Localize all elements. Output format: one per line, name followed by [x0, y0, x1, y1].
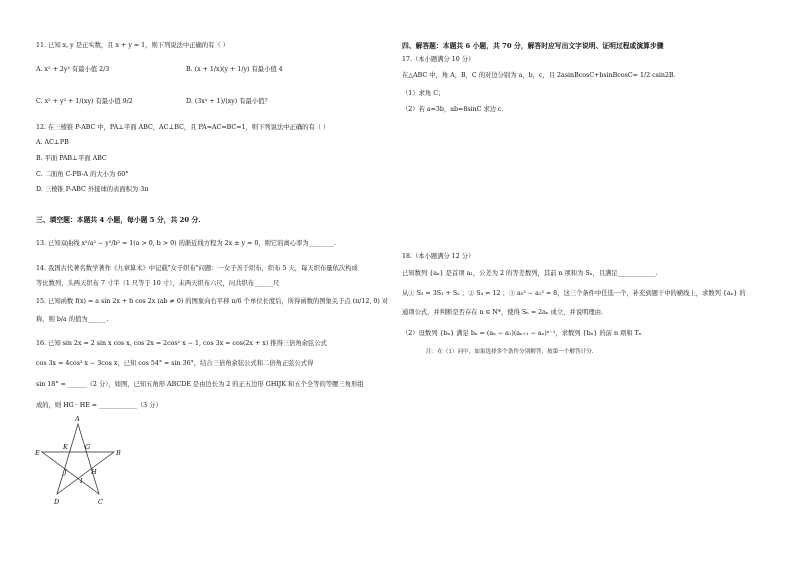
q13: 13. 已知双曲线 x²/a² − y²/b² = 1(a > 0, b > 0) 的渐近线方程为 2x ± y = 0，则它的离心率为________. [36, 240, 336, 247]
label-g: G [85, 443, 91, 451]
label-d: D [54, 498, 60, 506]
section-3-title: 三、填空题：本题共 4 小题，每小题 5 分，共 20 分. [36, 216, 201, 224]
q16-line4: 成的，则 HG · HE = ____________（3 分） [36, 402, 162, 409]
pentagram-diagram [32, 412, 124, 512]
q16-line1: 16. 已知 sin 2x = 2 sin x cos x, cos 2x = 2cos² x − 1, cos 3x = cos(2x + x) 推得三倍角余弦公式 [36, 340, 327, 347]
q18-stem: 已知数列 {aₙ} 是首项 a₁，公差为 2 的等差数列，其前 n 项和为 Sₙ，且满足____________. [402, 270, 658, 277]
q12-option-d: D. 三棱锥 P-ABC 外接球的表面积为 3π [36, 186, 149, 193]
pentagram-lines [42, 424, 114, 494]
q12-option-b: B. 平面 PAB⊥平面 ABC [36, 155, 107, 162]
q11-option-a: A. x² + 2y² 有最小值 2/3 [36, 66, 110, 73]
label-a: A [75, 415, 80, 423]
label-i: I [80, 477, 83, 485]
label-j: J [64, 468, 67, 476]
q12-option-c: C. 二面角 C-PB-A 的大小为 60° [36, 171, 129, 178]
label-e: E [35, 449, 40, 457]
label-c: C [98, 498, 103, 506]
q17-stem: 在△ABC 中，角 A，B，C 的对边分别为 a，b，c，且 2asinBcosC+bsinBcosC= 1/2 csin2B. [402, 72, 676, 79]
q17-part1: （1）求角 C； [402, 90, 445, 97]
section-4-title: 四、解答题：本题共 6 小题，共 70 分，解答时应写出文字说明、证明过程或演算步骤 [402, 42, 664, 50]
q12-option-a: A. AC⊥PB [36, 139, 69, 146]
q11-option-c: C. x² + y² + 1/(xy) 有最小值 9/2 [36, 98, 133, 105]
q15-line1: 15. 已知函数 f(x) = a sin 2x + b cos 2x (ab ≠ 0) 的图象向右平移 π/6 个单位长度后，所得函数的图象关于点 (π/12, 0) 对 [36, 298, 389, 305]
q12-stem: 12. 在三棱锥 P-ABC 中，PA⊥平面 ABC，AC⊥BC，且 PA=AC=BC=1，则下列说法中正确的有（ ） [36, 124, 330, 131]
q18-note: 注：在（1）问中，如果选择多个条件分别解答，按第一个解答计分. [426, 349, 594, 355]
label-h: H [91, 468, 97, 476]
q16-line2: cos 3x = 4cos³ x − 3cos x，已知 cos 54° = sin 36°，结合三倍角余弦公式和二倍角正弦公式得 [36, 360, 314, 367]
q11-option-b: B. (x + 1/x)(y + 1/y) 有最小值 4 [186, 66, 283, 73]
q16-line3: sin 18° = ______（2 分），如图，已知五角形 ABCDE 是由边长为 2 的正五边形 GHIJK 和五个全等的等腰三角形组 [36, 381, 364, 388]
q18-title: 18.（本小题满分 12 分） [402, 253, 475, 260]
q14-line1: 14. 我国古代著名数学著作《九章算术》中记载"女子织布"问题：一女子善于织布，织布 5 天，每天织布量依次构成 [36, 265, 358, 272]
q14-line2: 等比数列，头两天织布 7 寸半（1 尺等于 10 寸），末两天织布六尺，问共织布______尺 [36, 280, 280, 287]
label-b: B [116, 449, 121, 457]
q17-title: 17.（本小题满分 10 分） [402, 56, 475, 63]
q15-line2: 称，则 b/a 的值为______. [36, 316, 109, 323]
q18-part2: （2）设数列 {bₙ} 满足 bₙ = (aₙ − a₁)(aₙ₊₁ − aₙ)ⁿ⁻¹，求数列 {bₙ} 的前 n 项和 Tₙ [402, 330, 642, 337]
q11-option-d: D. (3x² + 1)/(xy) 有最小值？ [186, 98, 271, 105]
q11-stem: 11. 已知 x, y 是正实数，且 x + y = 1，则下列说法中正确的有（ ） [36, 42, 230, 49]
q18-part1-line2: 通项公式，并判断是否存在 n ∈ N*，使得 Sₙ = 2aₙ 成立，并说明理由. [402, 309, 604, 316]
q17-part2: （2）若 a=3b，ab=8sinC 求边 c. [402, 106, 504, 113]
label-k: K [63, 443, 68, 451]
q18-part1-line1: 从① S₃ = 3S₁ + S₂ ；② S₄ = 12 ；③ a₅² − a₁² = 8，这三个条件中任选一个，补充到题干中的横线上，求数列 {aₙ} 的 [402, 290, 746, 297]
